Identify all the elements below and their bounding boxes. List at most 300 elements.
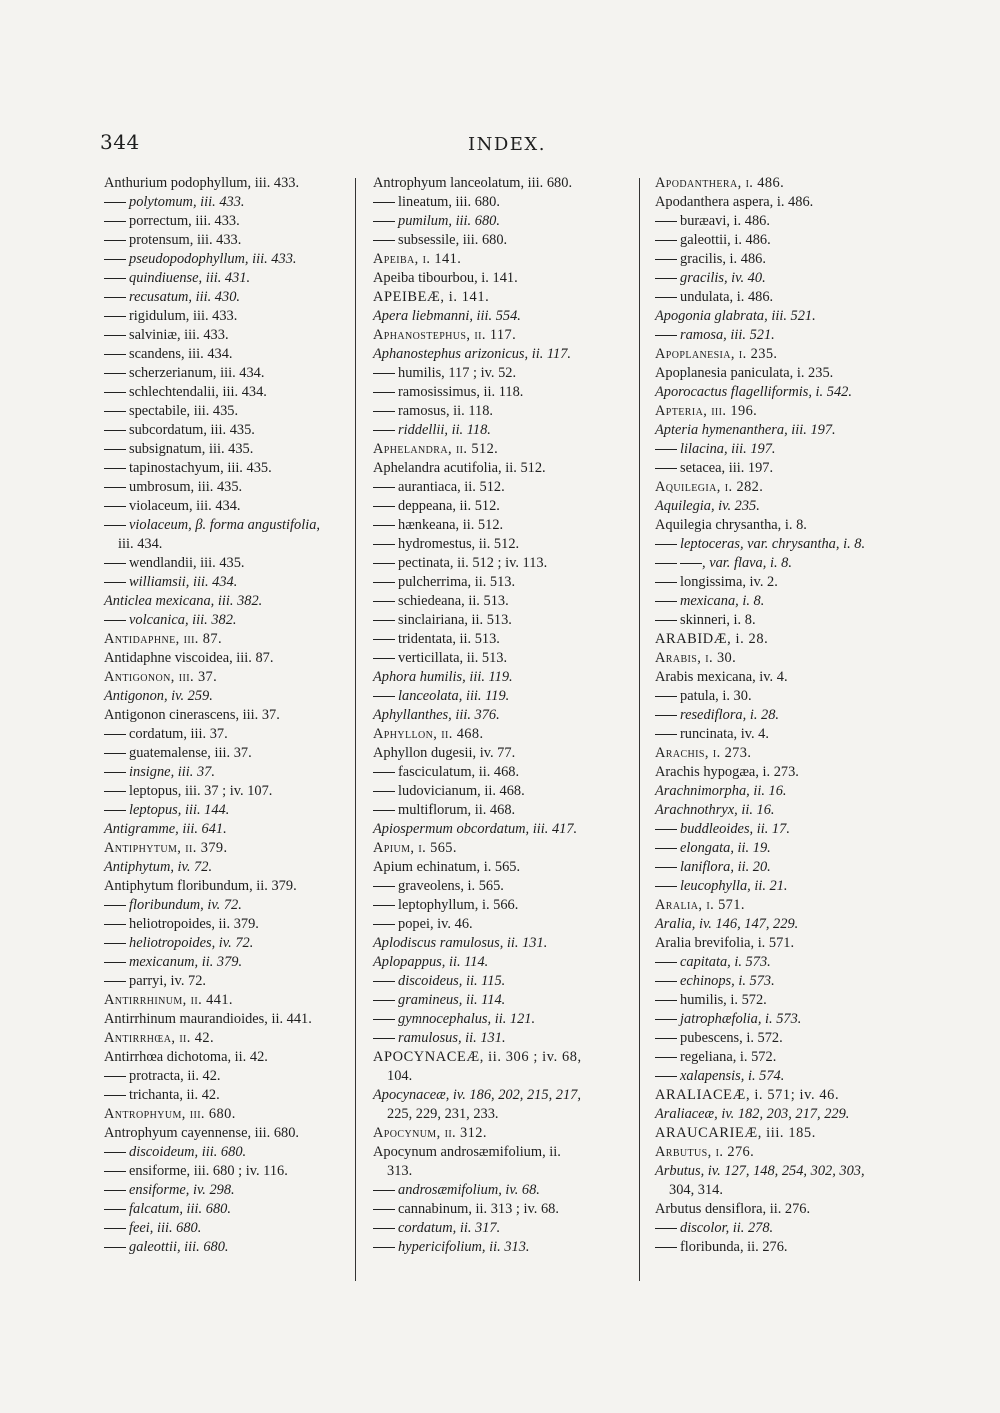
index-entry-text: floribundum, iv. 72. [129, 897, 242, 913]
ditto-dash [655, 1228, 677, 1229]
index-entry [104, 820, 344, 839]
index-entry [104, 934, 344, 953]
index-entry-text: Apocynum androsæmifolium, ii. [373, 1144, 561, 1160]
index-entry [655, 497, 901, 516]
index-entry-text: ramulosus, ii. 131. [398, 1030, 506, 1046]
index-entry [373, 649, 633, 668]
index-entry [655, 896, 901, 915]
index-entry-text: Aphyllon, ii. 468. [373, 726, 484, 742]
index-entry [373, 592, 633, 611]
index-entry [104, 212, 344, 231]
index-entry-text: Apocynaceæ, iv. 186, 202, 215, 217, [373, 1087, 581, 1103]
index-entry [104, 744, 344, 763]
index-entry-text: parryi, iv. 72. [129, 973, 206, 989]
index-entry [104, 858, 344, 877]
index-entry [373, 896, 633, 915]
index-entry-text: runcinata, iv. 4. [680, 726, 769, 742]
index-entry [655, 421, 901, 440]
index-entry [104, 839, 344, 858]
index-entry [655, 250, 901, 269]
index-entry-text: Aquilegia, i. 282. [655, 479, 764, 495]
index-entry [373, 611, 633, 630]
index-entry [655, 1143, 901, 1162]
index-entry [104, 782, 344, 801]
index-entry-text: pseudopodophyllum, iii. 433. [129, 251, 297, 267]
ditto-dash [104, 1095, 126, 1096]
index-entry-text: galeottii, iii. 680. [129, 1239, 229, 1255]
index-entry [104, 953, 344, 972]
index-entry-text: porrectum, iii. 433. [129, 213, 240, 229]
index-entry-text: capitata, i. 573. [680, 954, 771, 970]
index-entry [373, 877, 633, 896]
index-entry [373, 231, 633, 250]
index-entry-text: Antigonon, iii. 37. [104, 669, 218, 685]
ditto-dash [373, 810, 395, 811]
index-entry-text: pulcherrima, ii. 513. [398, 574, 516, 590]
ditto-dash [104, 962, 126, 963]
index-column-1 [104, 174, 344, 1257]
index-entry-text: Apiospermum obcordatum, iii. 417. [373, 821, 578, 837]
index-entry-text: deppeana, ii. 512. [398, 498, 500, 514]
index-entry-text: tridentata, ii. 513. [398, 631, 500, 647]
ditto-dash [373, 1228, 395, 1229]
ditto-dash [373, 1209, 395, 1210]
index-entry [655, 212, 901, 231]
ditto-dash [104, 582, 126, 583]
ditto-dash [104, 392, 126, 393]
index-entry [373, 934, 633, 953]
ditto-dash [104, 1190, 126, 1191]
index-entry-text: cannabinum, ii. 313 ; iv. 68. [398, 1201, 559, 1217]
index-entry-text: Aphyllon dugesii, iv. 77. [373, 745, 516, 761]
index-entry [655, 592, 901, 611]
index-entry-text: Apoplanesia, i. 235. [655, 346, 778, 362]
index-entry [373, 991, 633, 1010]
index-entry [104, 554, 344, 573]
index-entry [655, 858, 901, 877]
index-entry-text: protracta, ii. 42. [129, 1068, 221, 1084]
ditto-dash [373, 373, 395, 374]
index-entry [655, 649, 901, 668]
ditto-dash [655, 1247, 677, 1248]
ditto-dash [655, 297, 677, 298]
index-entry-text: Antigramme, iii. 641. [104, 821, 227, 837]
ditto-dash [104, 278, 126, 279]
index-entry-text: Arachis hypogæa, i. 273. [655, 764, 799, 780]
ditto-dash [104, 221, 126, 222]
index-entry [104, 1124, 344, 1143]
index-entry [655, 1086, 901, 1105]
index-entry-text: ramosa, iii. 521. [680, 327, 775, 343]
index-entry-text: spectabile, iii. 435. [129, 403, 239, 419]
index-entry [655, 573, 901, 592]
ditto-dash [655, 715, 677, 716]
index-entry-text: Aralia, iv. 146, 147, 229. [655, 916, 799, 932]
index-entry-text: discolor, ii. 278. [680, 1220, 774, 1236]
index-entry [104, 1048, 344, 1067]
ditto-dash [104, 1076, 126, 1077]
index-entry-text: polytomum, iii. 433. [129, 194, 245, 210]
index-entry-text: ARAUCARIEÆ, iii. 185. [655, 1125, 816, 1141]
index-entry-text: Aphelandra acutifolia, ii. 512. [373, 460, 546, 476]
index-entry-text: discoideum, iii. 680. [129, 1144, 247, 1160]
index-entry-text: Aralia brevifolia, i. 571. [655, 935, 795, 951]
index-entry-text: gramineus, ii. 114. [398, 992, 506, 1008]
ditto-dash [373, 924, 395, 925]
index-entry [655, 174, 901, 193]
ditto-dash [373, 639, 395, 640]
index-entry [655, 1162, 901, 1181]
ditto-dash [104, 411, 126, 412]
ditto-dash [655, 981, 677, 982]
index-entry [104, 383, 344, 402]
index-entry-text: Apogonia glabrata, iii. 521. [655, 308, 816, 324]
index-entry-text: Aphanostephus arizonicus, ii. 117. [373, 346, 572, 362]
index-entry [373, 972, 633, 991]
ditto-dash [373, 544, 395, 545]
index-entry-text: humilis, i. 572. [680, 992, 767, 1008]
index-entry-text: gracilis, i. 486. [680, 251, 766, 267]
index-entry [655, 1105, 901, 1124]
index-entry [655, 668, 901, 687]
ditto-dash [373, 658, 395, 659]
index-entry-text: echinops, i. 573. [680, 973, 775, 989]
index-entry [104, 915, 344, 934]
ditto-dash [104, 1247, 126, 1248]
index-entry-text: salviniæ, iii. 433. [129, 327, 229, 343]
index-entry [373, 307, 633, 326]
ditto-dash [680, 563, 702, 564]
index-entry-text: floribunda, ii. 276. [680, 1239, 788, 1255]
index-entry-text: Apoplanesia paniculata, i. 235. [655, 365, 834, 381]
index-entry-text: protensum, iii. 433. [129, 232, 242, 248]
index-entry-text: resediflora, i. 28. [680, 707, 779, 723]
index-entry [373, 459, 633, 478]
index-entry [104, 440, 344, 459]
index-entry [373, 668, 633, 687]
index-entry-text: regeliana, i. 572. [680, 1049, 777, 1065]
index-entry-text: Aquilegia chrysantha, i. 8. [655, 517, 807, 533]
index-entry [373, 174, 633, 193]
index-entry-text: heliotropoides, iv. 72. [129, 935, 254, 951]
ditto-dash [655, 221, 677, 222]
index-entry-text: Apium, i. 565. [373, 840, 457, 856]
index-entry [373, 1029, 633, 1048]
index-entry-text: discoideus, ii. 115. [398, 973, 506, 989]
index-entry [373, 858, 633, 877]
ditto-dash [655, 240, 677, 241]
index-entry-text: verticillata, ii. 513. [398, 650, 508, 666]
index-entry-text: heliotropoides, ii. 379. [129, 916, 259, 932]
index-entry-text: Apocynum, ii. 312. [373, 1125, 487, 1141]
ditto-dash [373, 696, 395, 697]
ditto-dash [655, 1076, 677, 1077]
index-entry [104, 972, 344, 991]
index-entry [373, 402, 633, 421]
index-entry-text: Antidaphne viscoidea, iii. 87. [104, 650, 274, 666]
index-entry [655, 364, 901, 383]
index-entry-text: aurantiaca, ii. 512. [398, 479, 505, 495]
index-entry [655, 782, 901, 801]
index-entry-text: Antiphytum floribundum, ii. 379. [104, 878, 297, 894]
ditto-dash [104, 563, 126, 564]
index-entry [104, 573, 344, 592]
index-entry-text: Apodanthera aspera, i. 486. [655, 194, 814, 210]
index-entry [104, 193, 344, 212]
index-entry [655, 1181, 901, 1200]
index-entry [104, 516, 344, 535]
index-entry [104, 725, 344, 744]
index-entry [104, 896, 344, 915]
index-entry [104, 1086, 344, 1105]
ditto-dash [373, 1247, 395, 1248]
index-entry [655, 307, 901, 326]
index-entry [373, 1181, 633, 1200]
index-entry-text: jatrophæfolia, i. 573. [680, 1011, 802, 1027]
index-entry-text: wendlandii, iii. 435. [129, 555, 245, 571]
ditto-dash [373, 392, 395, 393]
index-entry-text: Arabis mexicana, iv. 4. [655, 669, 788, 685]
index-entry-text: androsæmifolium, iv. 68. [398, 1182, 540, 1198]
index-entry-text: mexicana, i. 8. [680, 593, 765, 609]
index-entry [104, 991, 344, 1010]
ditto-dash [373, 221, 395, 222]
index-entry [104, 630, 344, 649]
index-entry-text: Aplopappus, ii. 114. [373, 954, 489, 970]
ditto-dash [104, 240, 126, 241]
index-entry [104, 763, 344, 782]
index-entry-text: mexicanum, ii. 379. [129, 954, 243, 970]
index-entry [655, 383, 901, 402]
index-entry-text: undulata, i. 486. [680, 289, 774, 305]
index-entry-text: schlechtendalii, iii. 434. [129, 384, 267, 400]
ditto-dash [655, 620, 677, 621]
index-entry-text: iii. 434. [118, 536, 163, 552]
index-entry-text: cordatum, iii. 37. [129, 726, 228, 742]
index-entry-text: subsignatum, iii. 435. [129, 441, 254, 457]
index-entry-text: Aralia, i. 571. [655, 897, 745, 913]
ditto-dash [104, 772, 126, 773]
index-entry [104, 1162, 344, 1181]
index-entry [655, 972, 901, 991]
index-entry [655, 1238, 901, 1257]
index-entry [655, 440, 901, 459]
index-entry-text: violaceum, β. forma angustifolia, [129, 517, 321, 533]
ditto-dash [104, 487, 126, 488]
index-entry-text: 225, 229, 231, 233. [387, 1106, 499, 1122]
ditto-dash [104, 259, 126, 260]
index-entry [373, 516, 633, 535]
index-entry [373, 1124, 633, 1143]
index-entry-text: Arachnimorpha, ii. 16. [655, 783, 787, 799]
index-entry [655, 687, 901, 706]
index-entry-text: insigne, iii. 37. [129, 764, 215, 780]
ditto-dash [655, 563, 677, 564]
index-entry [104, 231, 344, 250]
index-entry-text: scherzerianum, iii. 434. [129, 365, 265, 381]
index-entry-text: 104. [387, 1068, 413, 1084]
ditto-dash [104, 297, 126, 298]
ditto-dash [104, 373, 126, 374]
index-entry-text: Apium echinatum, i. 565. [373, 859, 521, 875]
index-entry [373, 839, 633, 858]
index-entry-text: Antrophyum lanceolatum, iii. 680. [373, 175, 573, 191]
ditto-dash [373, 506, 395, 507]
index-entry [373, 193, 633, 212]
index-entry-text: patula, i. 30. [680, 688, 752, 704]
index-entry-text: Aphora humilis, iii. 119. [373, 669, 513, 685]
index-entry-text: ARALIACEÆ, i. 571; iv. 46. [655, 1087, 840, 1103]
index-entry-text: hænkeana, ii. 512. [398, 517, 504, 533]
ditto-dash [655, 867, 677, 868]
ditto-dash [655, 829, 677, 830]
index-entry-text: volcanica, iii. 382. [129, 612, 237, 628]
index-entry-text: scandens, iii. 434. [129, 346, 233, 362]
index-entry [373, 269, 633, 288]
index-entry [655, 478, 901, 497]
index-entry-text: humilis, 117 ; iv. 52. [398, 365, 517, 381]
index-entry-text: guatemalense, iii. 37. [129, 745, 252, 761]
ditto-dash [655, 696, 677, 697]
index-entry [104, 269, 344, 288]
ditto-dash [655, 734, 677, 735]
ditto-dash [655, 468, 677, 469]
index-entry [104, 801, 344, 820]
index-entry [655, 269, 901, 288]
index-entry-text: APOCYNACEÆ, ii. 306 ; iv. 68, [373, 1049, 582, 1065]
index-entry-text: gracilis, iv. 40. [680, 270, 766, 286]
index-entry-text: rigidulum, iii. 433. [129, 308, 238, 324]
index-entry [104, 668, 344, 687]
ditto-dash [373, 620, 395, 621]
ditto-dash [373, 791, 395, 792]
index-entry-text: Antrophyum, iii. 680. [104, 1106, 236, 1122]
ditto-dash [655, 259, 677, 260]
column-rule [355, 178, 356, 1281]
index-entry-text: lilacina, iii. 197. [680, 441, 776, 457]
index-entry-text: Anticlea mexicana, iii. 382. [104, 593, 263, 609]
index-entry [655, 991, 901, 1010]
index-entry [373, 630, 633, 649]
ditto-dash [104, 449, 126, 450]
index-entry-text: Apodanthera, i. 486. [655, 175, 785, 191]
index-entry-text: Araliaceæ, iv. 182, 203, 217, 229. [655, 1106, 850, 1122]
index-entry [655, 535, 901, 554]
index-entry-text: gymnocephalus, ii. 121. [398, 1011, 536, 1027]
ditto-dash [104, 753, 126, 754]
ditto-dash [104, 734, 126, 735]
ditto-dash [104, 506, 126, 507]
ditto-dash [373, 1019, 395, 1020]
index-entry [104, 877, 344, 896]
index-entry-text: ARABIDÆ, i. 28. [655, 631, 769, 647]
ditto-dash [373, 886, 395, 887]
index-entry [104, 1219, 344, 1238]
index-entry [104, 326, 344, 345]
ditto-dash [373, 411, 395, 412]
index-entry-text: Apteria, iii. 196. [655, 403, 758, 419]
index-entry [104, 250, 344, 269]
ditto-dash [373, 487, 395, 488]
ditto-dash [373, 601, 395, 602]
ditto-dash [655, 1000, 677, 1001]
index-entry-text: trichanta, ii. 42. [129, 1087, 220, 1103]
index-entry [655, 839, 901, 858]
index-entry [104, 459, 344, 478]
column-rule [639, 178, 640, 1281]
ditto-dash [104, 620, 126, 621]
index-entry [655, 1219, 901, 1238]
index-entry [104, 1105, 344, 1124]
index-entry-text: Antirrhinum, ii. 441. [104, 992, 233, 1008]
index-entry-text: pumilum, iii. 680. [398, 213, 500, 229]
index-entry-text: Antirrhinum maurandioides, ii. 441. [104, 1011, 312, 1027]
index-entry-text: Arbutus densiflora, ii. 276. [655, 1201, 811, 1217]
index-entry [655, 801, 901, 820]
ditto-dash [104, 905, 126, 906]
index-entry-text: Arachnothryx, ii. 16. [655, 802, 775, 818]
index-entry [655, 1010, 901, 1029]
index-entry-text: leptoceras, var. chrysantha, i. 8. [680, 536, 866, 552]
index-entry-text: multiflorum, ii. 468. [398, 802, 516, 818]
index-entry [104, 1010, 344, 1029]
running-head: INDEX. [468, 134, 546, 155]
ditto-dash [104, 316, 126, 317]
ditto-dash [655, 544, 677, 545]
index-entry-text: cordatum, ii. 317. [398, 1220, 501, 1236]
index-entry [373, 345, 633, 364]
index-entry [104, 402, 344, 421]
index-entry-text: Antirrhœa, ii. 42. [104, 1030, 214, 1046]
index-entry-text: popei, iv. 46. [398, 916, 473, 932]
index-entry-text: tapinostachyum, iii. 435. [129, 460, 272, 476]
index-entry-text: schiedeana, ii. 513. [398, 593, 509, 609]
index-entry [373, 744, 633, 763]
index-entry [373, 440, 633, 459]
index-entry [104, 1181, 344, 1200]
index-entry [104, 535, 344, 554]
ditto-dash [104, 810, 126, 811]
index-entry [373, 782, 633, 801]
index-entry-text: pubescens, i. 572. [680, 1030, 783, 1046]
index-entry-text: violaceum, iii. 434. [129, 498, 241, 514]
index-entry [104, 421, 344, 440]
ditto-dash [104, 354, 126, 355]
ditto-dash [104, 1228, 126, 1229]
index-entry-text: 313. [387, 1163, 413, 1179]
index-entry [104, 1067, 344, 1086]
ditto-dash [373, 905, 395, 906]
index-entry [655, 820, 901, 839]
index-entry-text: Antigonon, iv. 259. [104, 688, 213, 704]
index-entry-text: leptopus, iii. 144. [129, 802, 230, 818]
index-entry [373, 801, 633, 820]
index-entry [104, 478, 344, 497]
ditto-dash [104, 1209, 126, 1210]
ditto-dash [655, 278, 677, 279]
index-column-2 [373, 174, 633, 1257]
index-entry-text: Antidaphne, iii. 87. [104, 631, 222, 647]
index-entry [655, 744, 901, 763]
index-entry-text: Antiphytum, ii. 379. [104, 840, 228, 856]
ditto-dash [373, 582, 395, 583]
index-entry [655, 1048, 901, 1067]
index-entry-text: 304, 314. [669, 1182, 723, 1198]
index-entry-text: ensiforme, iii. 680 ; iv. 116. [129, 1163, 288, 1179]
ditto-dash [373, 525, 395, 526]
index-entry [373, 212, 633, 231]
ditto-dash [655, 582, 677, 583]
